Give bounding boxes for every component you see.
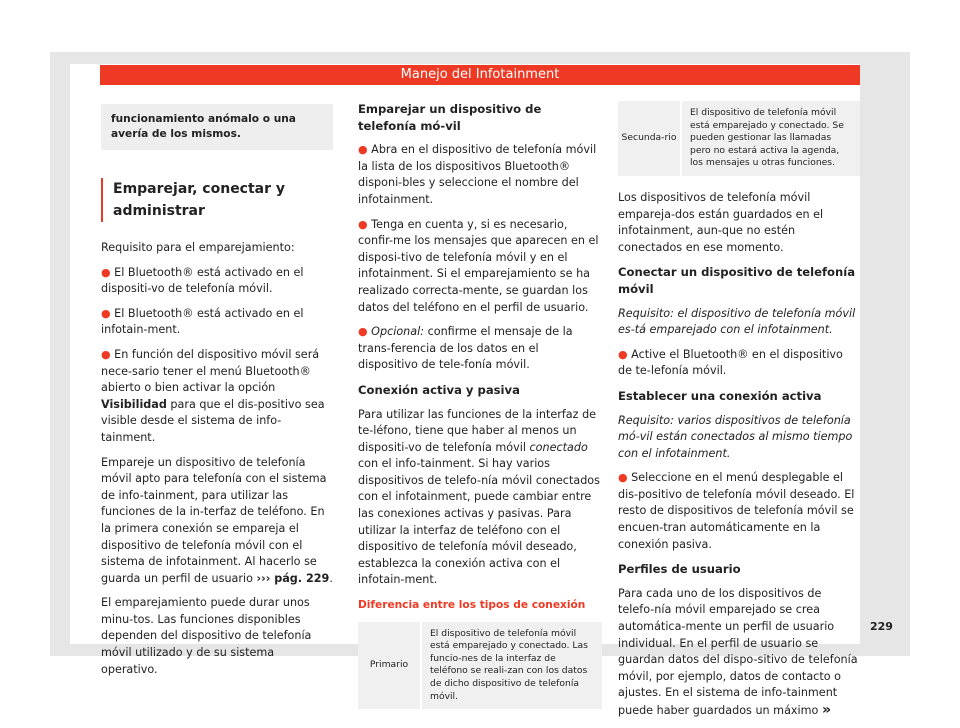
table-cell-key: Primario	[358, 622, 422, 710]
continue-arrow-icon: »	[821, 702, 832, 718]
paragraph: El emparejamiento puede durar unos minu-tos. Las funciones disponibles dependen del dispositivo de telefonía móvil utilizado y de su sistema operativo.	[101, 596, 312, 676]
list-item: ● Opcional: confirme el mensaje de la trans-ferencia de los datos en el dispositivo de tele-fonía móvil.	[358, 325, 573, 372]
bullet-icon: ●	[358, 143, 368, 157]
requirement-intro: Requisito para el emparejamiento:	[101, 241, 295, 254]
note-box: funcionamiento anómalo o una avería de los mismos.	[101, 104, 333, 150]
list-item: ● El Bluetooth® está activado en el infotain-ment.	[101, 306, 304, 337]
option-name: Visibilidad	[101, 397, 167, 411]
subheading: Conexión activa y pasiva	[358, 382, 520, 397]
bullet-icon: ●	[101, 347, 111, 361]
bullet-icon: ●	[101, 306, 111, 320]
list-item: ● El Bluetooth® está activado en el dispositi-vo de telefonía móvil.	[101, 265, 304, 296]
bullet-icon: ●	[618, 347, 628, 361]
paragraph: Empareje un dispositivo de telefonía móvil apto para telefonía con el sistema de info-tainment, para utilizar las funciones de la in-terfaz de teléfono. En la primera conexión se empareja el dispositivo de telefonía móvil con el sistema de infotainment. Al hacerlo se guarda un perfil de usuario ››› pág. 229.	[101, 455, 333, 585]
paragraph: Los dispositivos de telefonía móvil empareja-dos están guardados en el infotainment, aun-que no estén conectados en ese momento.	[618, 190, 824, 254]
page-reference-link[interactable]: ››› pág. 229	[256, 571, 330, 585]
table-cell-value: El dispositivo de telefonía móvil está emparejado y conectado. Las funcio-nes de la interfaz de teléfono se reali-zan con los datos de dicho dispositivo de telefonía móvil.	[422, 622, 602, 710]
paragraph: Para cada uno de los dispositivos de telefo-nía móvil emparejado se crea automática-mente un perfil de usuario individual. En el perfil de usuario se guardan datos del dispo-sitivo de telefonía móvil, por ejemplo, datos de contacto o ajustes. En el sistema de info-tainment puede haber guardados un máximo »	[618, 586, 858, 718]
bullet-icon: ●	[101, 265, 111, 279]
requirement: Requisito: varios dispositivos de telefonía mó-vil están conectados al mismo tiempo con el infotainment.	[618, 413, 853, 460]
paragraph: Para utilizar las funciones de la interfaz de te-léfono, tiene que haber al menos un dispositi-vo de telefonía móvil conectado con el info-tainment. Si hay varios dispositivos de telefo-nía móvil conectados con el infotainment, puede cambiar entre las conexiones activas y pasivas. Para utilizar la interfaz de teléfono con el dispositivo de telefonía móvil deseado, establezca la conexión activa con el infotain-ment.	[358, 407, 600, 587]
bullet-icon: ●	[618, 471, 628, 485]
column-2	[358, 101, 602, 709]
column-1	[101, 104, 333, 686]
list-item: ● Abra en el dispositivo de telefonía móvil la lista de los dispositivos Bluetooth® disponi-bles y seleccione el nombre del infotainment.	[358, 143, 597, 206]
table-cell-key: Secunda-rio	[618, 101, 682, 176]
page-header: Manejo del Infotainment	[100, 65, 860, 85]
bullet-icon: ●	[358, 325, 368, 339]
connection-types-table-continued	[618, 101, 860, 176]
connection-types-table	[358, 622, 602, 710]
list-item: ● En función del dispositivo móvil será nece-sario tener el menú Bluetooth® abierto o bien activar la opción Visibilidad para que el dis-positivo sea visible desde el sistema de info-tainment.	[101, 347, 325, 444]
requirement: Requisito: el dispositivo de telefonía móvil es-tá emparejado con el infotainment.	[618, 306, 856, 337]
table-cell-value: El dispositivo de telefonía móvil está emparejado y conectado. Se pueden gestionar las llamadas pero no estará activa la agenda, los mensajes u otras funciones.	[682, 101, 860, 176]
list-item: ● Seleccione en el menú desplegable el dis-positivo de telefonía móvil deseado. El resto de dispositivos de telefonía móvil se encuen-tran automáticamente en la conexión pasiva.	[618, 471, 855, 551]
subheading: Establecer una conexión activa	[618, 388, 822, 403]
table-row	[618, 101, 860, 176]
section-title: Emparejar, conectar y administrar	[101, 178, 333, 222]
subheading: Perfiles de usuario	[618, 562, 741, 577]
subheading: Conectar un dispositivo de telefonía móvil	[618, 265, 856, 296]
list-item: ● Active el Bluetooth® en el dispositivo de te-lefonía móvil.	[618, 347, 843, 378]
table-row	[358, 622, 602, 710]
table-title: Diferencia entre los tipos de conexión	[358, 599, 586, 612]
list-item: ● Tenga en cuenta y, si es necesario, confir-me los mensajes que aparecen en el disposi-tivo de telefonía móvil y en el infotainment. Si el emparejamiento se ha realizado correcta-mente, se guardan los datos del teléfono en el perfil de usuario.	[358, 217, 599, 314]
subheading: Emparejar un dispositivo de telefonía mó-vil	[358, 102, 542, 133]
bullet-icon: ●	[358, 217, 368, 231]
column-3	[618, 101, 860, 728]
page-number: 229	[870, 620, 893, 633]
